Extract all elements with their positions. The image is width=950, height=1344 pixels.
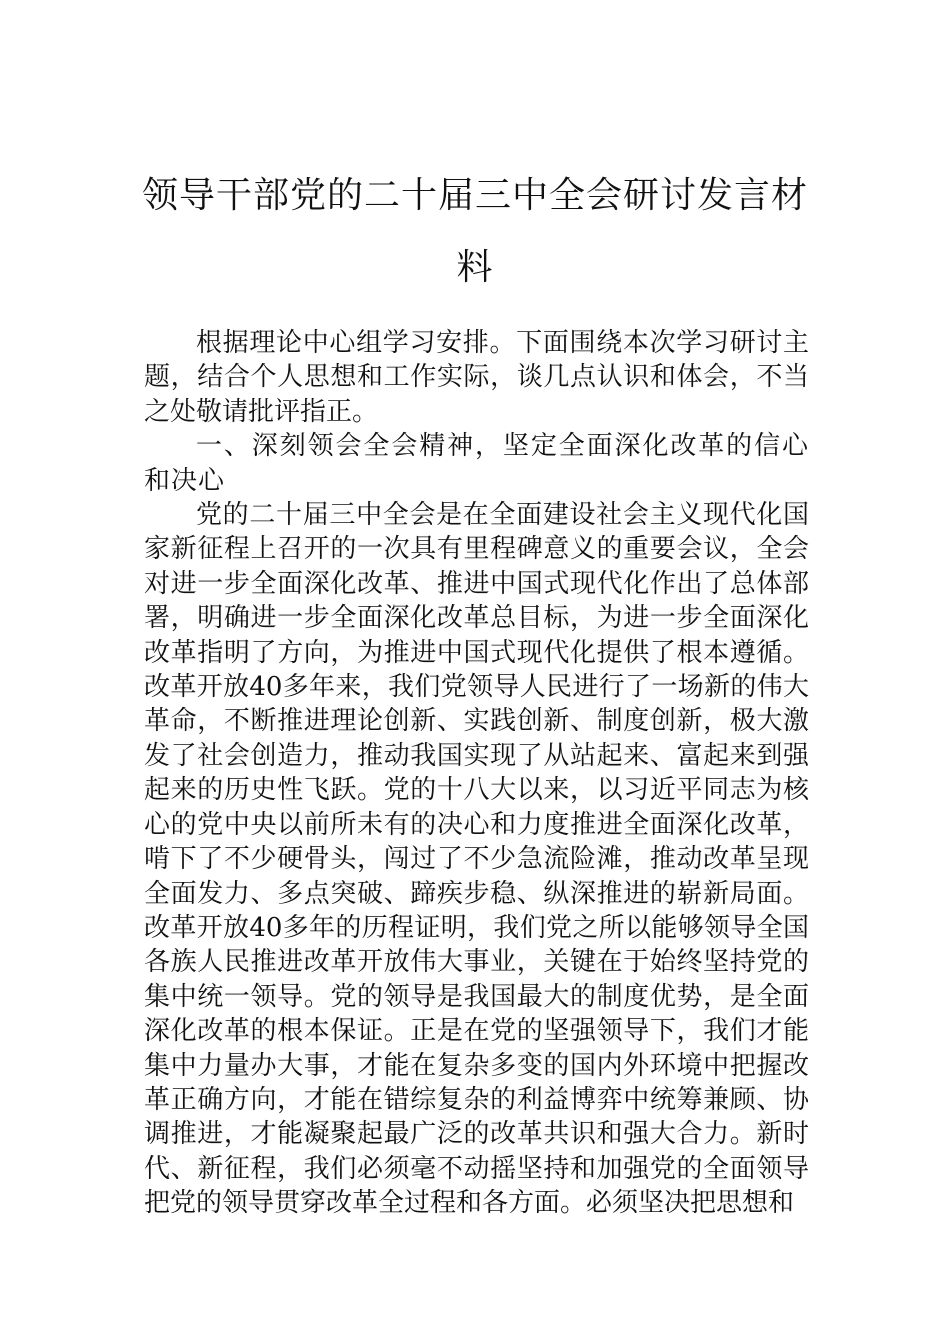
document-title: 领导干部党的二十届三中全会研讨发言材料 <box>141 175 808 288</box>
paragraph-section-1: 党的二十届三中全会是在全面建设社会主义现代化国家新征程上召开的一次具有里程碑意义的重要会议，全会对进一步全面深化改革、推进中国式现代化作出了总体部署，明确进一步全面深化改革总目标，为进一步全面深化改革指明了方向，为推进中国式现代化提供了根本遵循。改革开放40多年来，我们党领导人民进行了一场新的伟大革命，不断推进理论创新、实践创新、制度创新，极大激发了社会创造力，推动我国实现了从站起来、富起来到强起来的历史性飞跃。党的十八大以来，以习近平同志为核心的党中央以前所未有的决心和力度推进全面深化改革，啃下了不少硬骨头，闯过了不少急流险滩，推动改革呈现全面发力、多点突破、蹄疾步稳、纵深推进的崭新局面。改革开放40多年的历程证明，我们党之所以能够领导全国各族人民推进改革开放伟大事业，关键在于始终坚持党的集中统一领导。党的领导是我国最大的制度优势，是全面深化改革的根本保证。正是在党的坚强领导下，我们才能集中力量办大事，才能在复杂多变的国内外环境中把握改革正确方向，才能在错综复杂的利益博弈中统筹兼顾、协调推进，才能凝聚起最广泛的改革共识和强大合力。新时代、新征程，我们必须毫不动摇坚持和加强党的全面领导把党的领导贯穿改革全过程和各方面。必须坚决把思想和 <box>144 500 809 1219</box>
document-body <box>144 326 809 1221</box>
paragraph-intro: 根据理论中心组学习安排。下面围绕本次学习研讨主题，结合个人思想和工作实际，谈几点认识和体会，不当之处敬请批评指正。 <box>144 328 809 427</box>
section-heading-1: 一、深刻领会全会精神，坚定全面深化改革的信心和决心 <box>144 431 809 496</box>
